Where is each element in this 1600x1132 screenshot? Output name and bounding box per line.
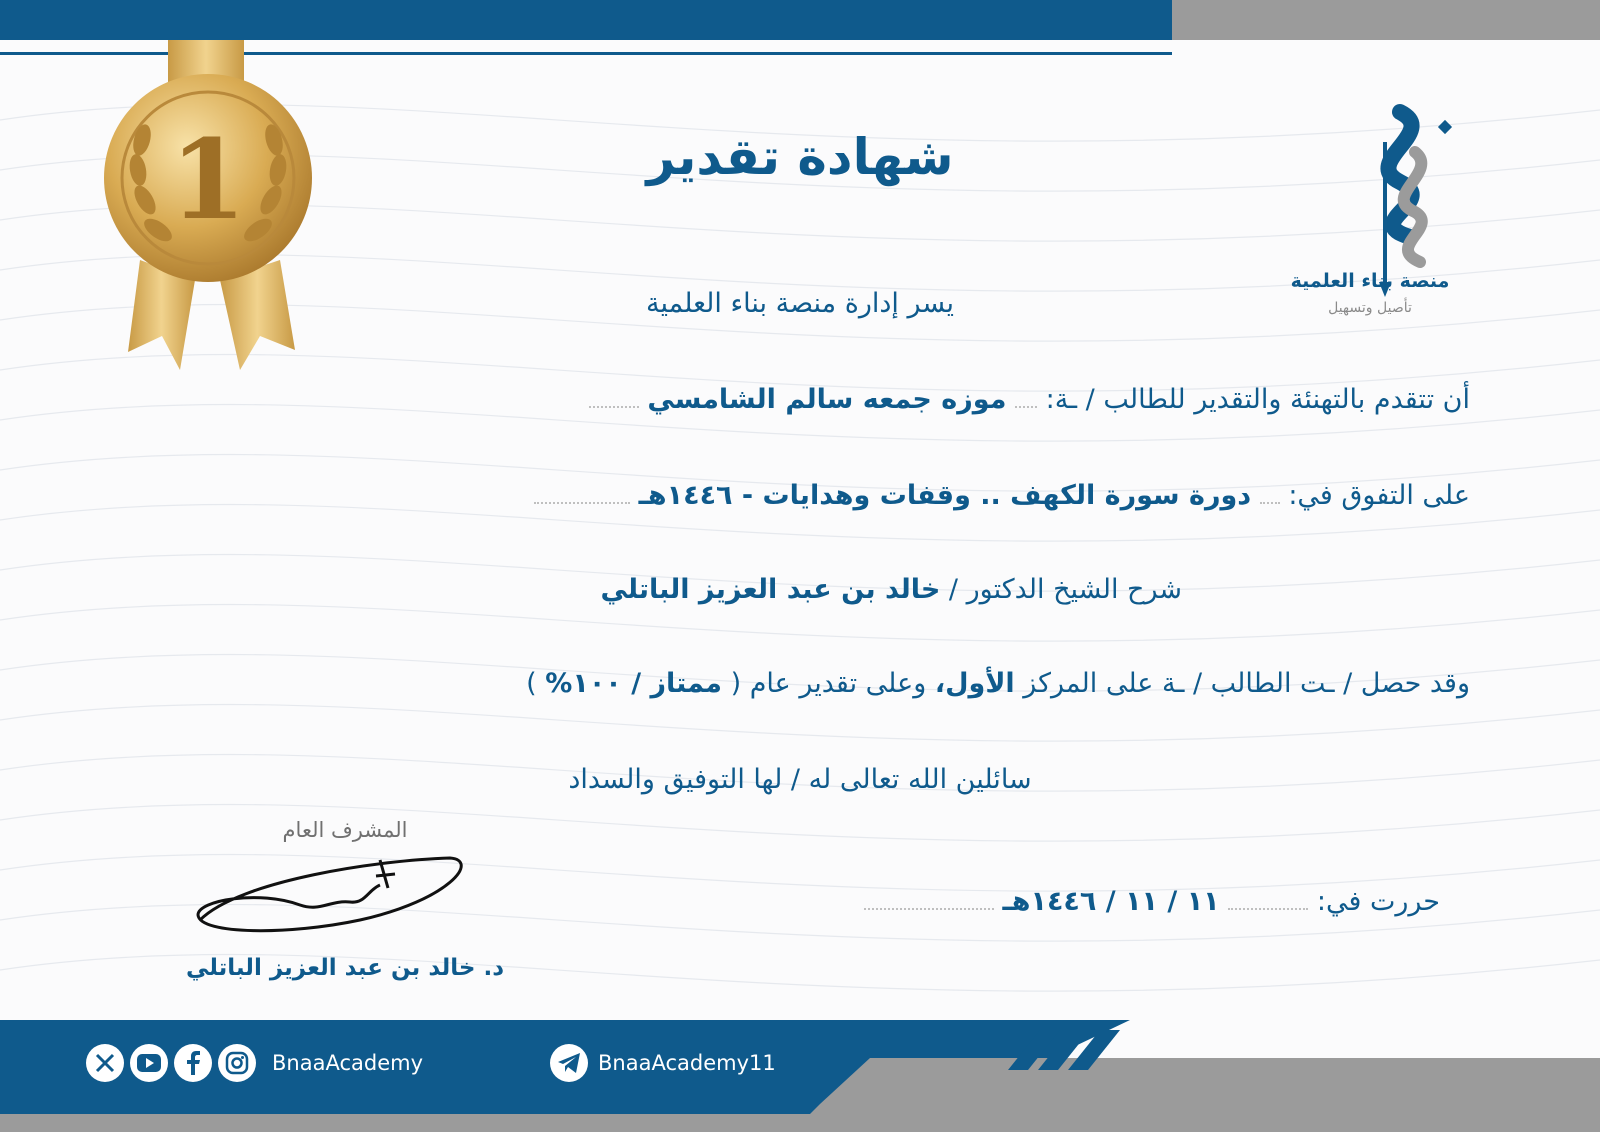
course-line — [534, 480, 1470, 511]
dotted-rule — [1260, 501, 1280, 504]
x-icon[interactable] — [86, 1044, 124, 1082]
instagram-icon[interactable] — [218, 1044, 256, 1082]
course-name: دورة سورة الكهف .. وقفات وهدايات - ١٤٤٦هـ — [638, 480, 1252, 511]
signatory-title: المشرف العام — [282, 818, 408, 842]
teacher-line — [601, 574, 1183, 605]
social-links — [86, 1043, 423, 1083]
signature-mark — [180, 840, 480, 950]
grade-line-prefix: وقد حصل / ـت الطالب / ـة على المركز — [1023, 668, 1470, 699]
student-line — [589, 384, 1470, 415]
telegram-icon[interactable] — [550, 1044, 588, 1082]
student-name: موزه جمعه سالم الشامسي — [647, 384, 1007, 415]
dotted-rule — [589, 405, 639, 408]
youtube-icon[interactable] — [130, 1044, 168, 1082]
gold-medal-icon — [100, 40, 330, 370]
dotted-rule — [534, 501, 630, 504]
signatory-name: د. خالد بن عبد العزيز الباتلي — [185, 955, 505, 981]
rank-value: الأول، — [934, 668, 1015, 699]
bnaa-logo-icon — [1290, 72, 1480, 332]
date-value: ١١ / ١١ / ١٤٤٦هـ — [1002, 886, 1220, 917]
grade-line — [526, 668, 1470, 699]
grade-value: ممتاز / ١٠٠% — [545, 668, 722, 699]
dotted-rule — [864, 907, 994, 910]
dotted-rule — [1228, 907, 1308, 910]
teacher-line-prefix: شرح الشيخ الدكتور / — [948, 574, 1182, 605]
logo-tagline: تأصيل وتسهيل — [1328, 300, 1412, 316]
intro-text: يسر إدارة منصة بناء العلمية — [645, 288, 955, 319]
telegram-link — [550, 1043, 776, 1083]
facebook-icon[interactable] — [174, 1044, 212, 1082]
course-line-prefix: على التفوق في: — [1288, 480, 1470, 511]
social-handle[interactable]: BnaaAcademy — [272, 1051, 423, 1075]
certificate-title: شهادة تقدير — [646, 128, 954, 186]
telegram-handle[interactable]: BnaaAcademy11 — [598, 1051, 776, 1075]
svg-text:1: 1 — [169, 115, 247, 244]
teacher-name: خالد بن عبد العزيز الباتلي — [600, 574, 941, 605]
logo-name: منصة بناء العلمية — [1290, 270, 1450, 292]
closing-text: سائلين الله تعالى له / لها التوفيق والسداد — [568, 764, 1032, 795]
grade-line-middle: وعلى تقدير عام ( — [730, 668, 927, 699]
student-line-prefix: أن تتقدم بالتهنئة والتقدير للطالب / ـة: — [1045, 384, 1470, 415]
top-bar-gray — [1172, 0, 1600, 40]
date-label: حررت في: — [1316, 886, 1440, 917]
date-line — [864, 886, 1440, 917]
dotted-rule — [1015, 405, 1037, 408]
grade-line-end: ) — [526, 668, 537, 699]
top-bar-blue — [0, 0, 1172, 40]
